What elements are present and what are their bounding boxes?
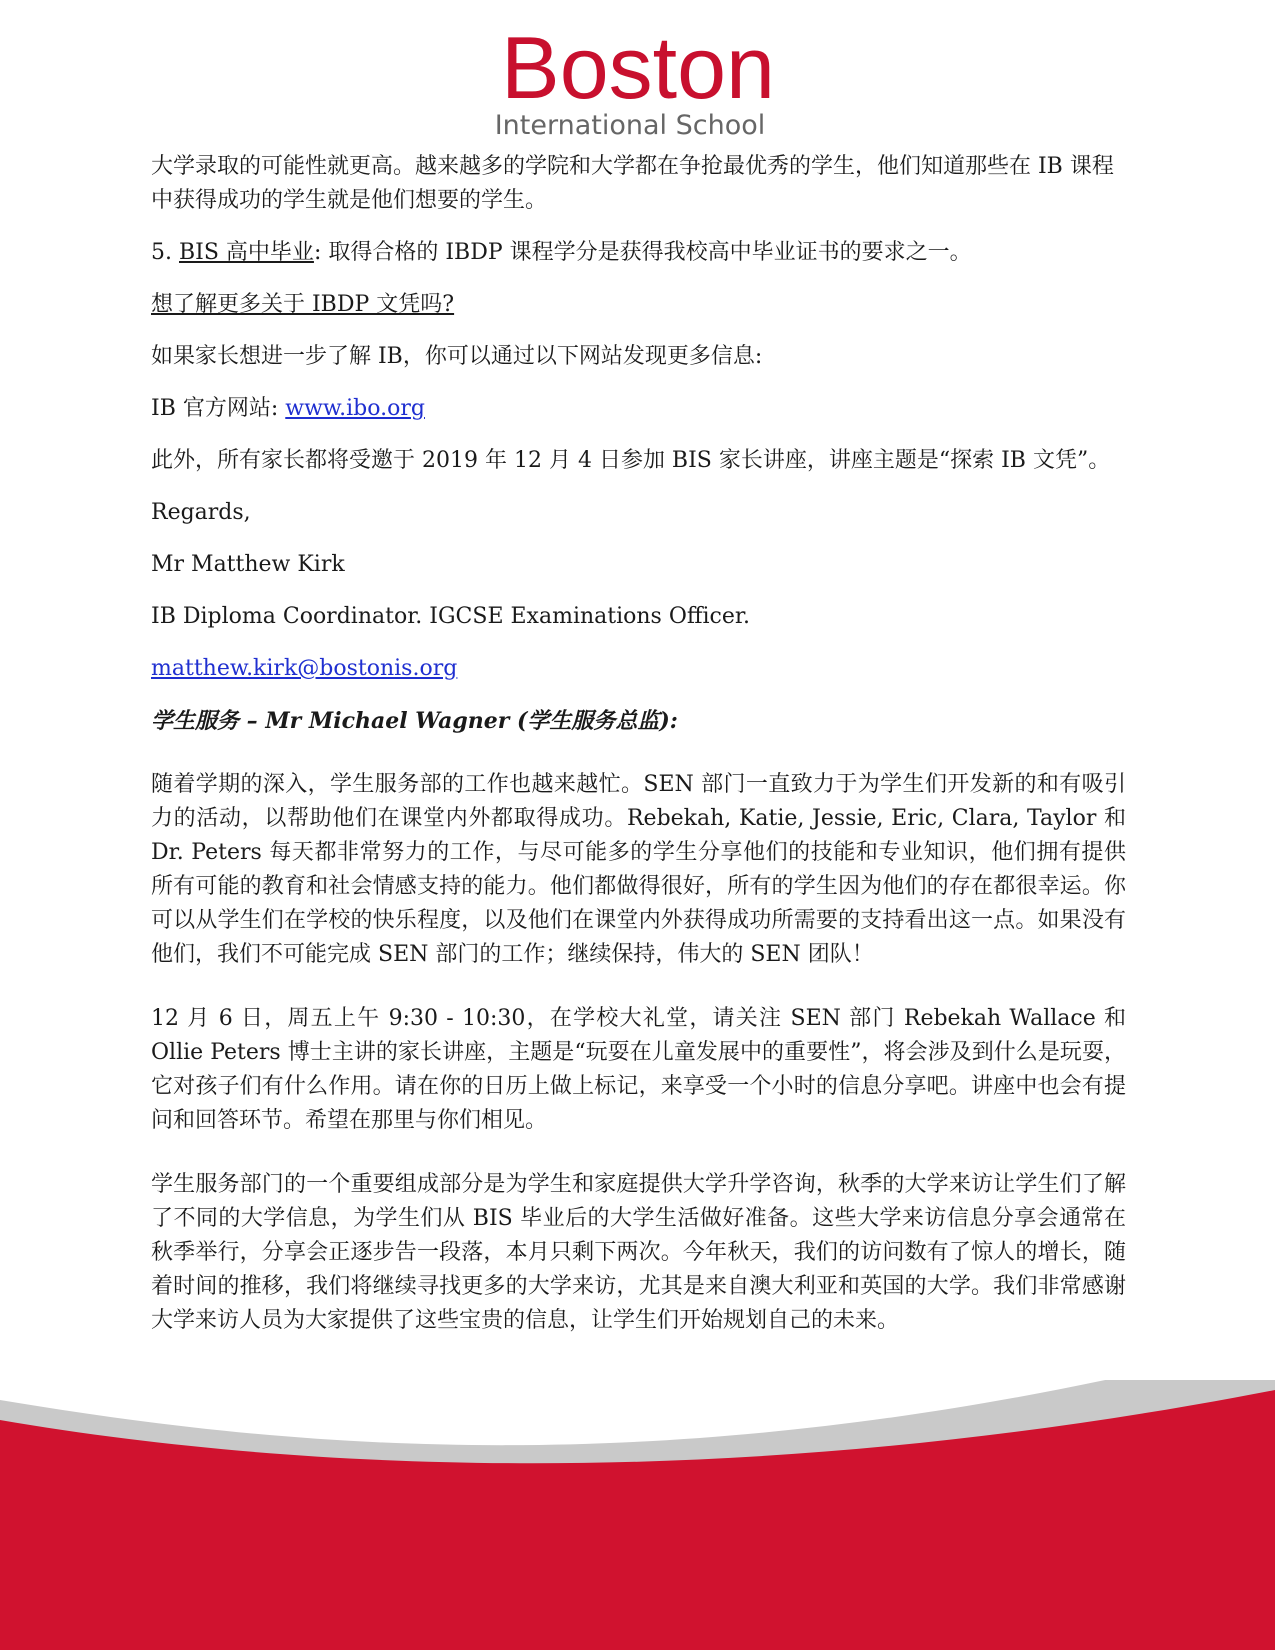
paragraph-ib-admission: 大学录取的可能性就更高。越来越多的学院和大学都在争抢最优秀的学生，他们知道那些在 IB 课程中获得成功的学生就是他们想要的学生。	[151, 154, 1114, 213]
paragraph-more-info: 如果家长想进一步了解 IB，你可以通过以下网站发现更多信息:	[151, 344, 763, 369]
logo-subtitle: International School	[494, 110, 766, 141]
graduation-text: : 取得合格的 IBDP 课程学分是获得我校高中毕业证书的要求之一。	[313, 240, 972, 265]
paragraph-sen-team: 随着学期的深入，学生服务部的工作也越来越忙。SEN 部门一直致力于为学生们开发新的和有吸引力的活动，以帮助他们在课堂内外都取得成功。Rebekah, Katie, Jessie, Eric, Clara, Taylor 和 Dr. Peters 每天都非常努力的工作，与尽可能多的学生分享他们的技能和专业知识，他们拥有提供所有可能的教育和社会情感支持的能力。他们都做得很好，所有的学生因为他们的存在都很幸运。你可以从学生们在学校的快乐程度，以及他们在课堂内外获得成功所需要的支持看出这一点。如果没有他们，我们不可能完成 SEN 部门的工作；继续保持，伟大的 SEN 团队！	[151, 772, 1126, 967]
regards-text: Regards,	[151, 500, 251, 525]
email-link[interactable]: matthew.kirk@bostonis.org	[151, 656, 458, 681]
paragraph-bis-graduation	[151, 236, 1126, 270]
footer-swoosh	[0, 1380, 1275, 1650]
website-label: IB 官方网站:	[151, 396, 286, 421]
boston-logo-graphic	[470, 26, 810, 146]
paragraph-sen-lecture: 12 月 6 日，周五上午 9:30 - 10:30，在学校大礼堂，请关注 SEN 部门 Rebekah Wallace 和 Ollie Peters 博士主讲的家长讲座，主题是“玩耍在儿童发展中的重要性”，将会涉及到什么是玩耍，它对孩子们有什么作用。请在你的日历上做上标记，来享受一个小时的信息分享吧。讲座中也会有提问和回答环节。希望在那里与你们相见。	[151, 1006, 1126, 1133]
document-body	[151, 150, 1126, 1338]
graduation-label: BIS 高中毕业	[179, 240, 314, 265]
school-logo	[470, 26, 810, 146]
paragraph-parent-lecture: 此外，所有家长都将受邀于 2019 年 12 月 4 日参加 BIS 家长讲座，讲座主题是“探索 IB 文凭”。	[151, 448, 1111, 473]
paragraph-ib-website	[151, 392, 1126, 426]
paragraph-university-visits: 学生服务部门的一个重要组成部分是为学生和家庭提供大学升学咨询，秋季的大学来访让学生们了解了不同的大学信息，为学生们从 BIS 毕业后的大学生活做好准备。这些大学来访信息分享会通常在秋季举行，分享会正逐步告一段落，本月只剩下两次。今年秋天，我们的访问数有了惊人的增长，随着时间的推移，我们将继续寻找更多的大学来访，尤其是来自澳大利亚和英国的大学。我们非常感谢大学来访人员为大家提供了这些宝贵的信息，让学生们开始规划自己的未来。	[151, 1172, 1126, 1333]
signer-email-paragraph	[151, 652, 1126, 686]
logo-wordmark: Boston	[501, 26, 775, 117]
learn-more-heading: 想了解更多关于 IBDP 文凭吗?	[151, 292, 455, 317]
list-number: 5.	[151, 240, 172, 265]
signer-name: Mr Matthew Kirk	[151, 552, 345, 577]
signer-title: IB Diploma Coordinator. IGCSE Examinations Officer.	[151, 604, 750, 629]
section-heading-student-services: 学生服务 – Mr Michael Wagner (学生服务总监):	[151, 708, 678, 734]
ibo-link[interactable]: www.ibo.org	[285, 396, 425, 421]
